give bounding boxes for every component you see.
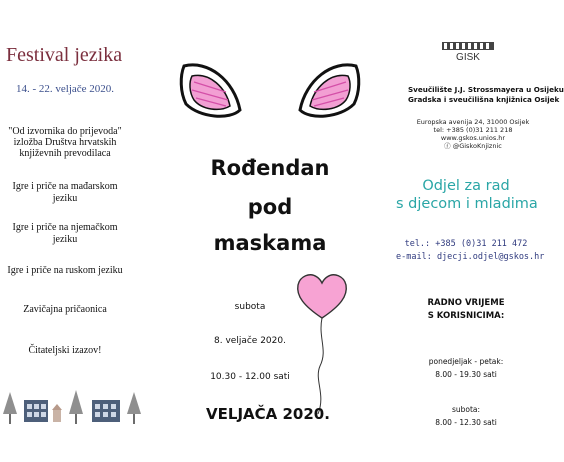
cat-ears-illustration [178, 58, 362, 124]
opening-hours-title-line: RADNO VRIJEME [427, 298, 505, 308]
program-item: Igre i priče na njemačkom jeziku [12, 222, 118, 245]
library-website: www.gskos.unios.hr [440, 134, 506, 142]
program-item: Igre i priče na ruskom jeziku [7, 265, 123, 276]
program-item: Čitateljski izazov! [28, 345, 102, 356]
library-phone: tel: +385 (0)31 211 218 [433, 126, 513, 134]
department-title-line: s djecom i mladima [396, 196, 538, 212]
saturday-hours-value: 8.00 - 12.30 sati [435, 418, 497, 427]
house-icon [24, 400, 48, 422]
saturday-hours [396, 403, 536, 429]
library-social-handle: @GiskoKnjiznic [452, 142, 502, 150]
opening-hours-title [396, 297, 536, 323]
left-ear-icon [181, 65, 240, 116]
exhibition-description-line: izložba Društva hrvatskih [13, 137, 117, 148]
weekday-hours-value: 8.00 - 19.30 sati [435, 370, 497, 379]
department-title-line: Odjel za rad [422, 178, 510, 194]
library-name [408, 85, 564, 105]
facebook-icon: ⓕ [444, 142, 451, 150]
tree-icon [127, 392, 141, 424]
tree-icon [3, 392, 17, 424]
department-title [396, 177, 536, 213]
tree-icon [69, 390, 83, 424]
event-title-line: pod [247, 195, 293, 219]
exhibition-title: "Od izvornika do prijevoda" [8, 126, 122, 137]
festival-title: Festival jezika [6, 44, 123, 66]
event-day: subota [234, 302, 266, 312]
library-address: Europska avenija 24, 31000 Osijek [416, 118, 530, 126]
weekday-hours [396, 355, 536, 381]
exhibition-description-line: književnih prevodilaca [19, 148, 111, 159]
opening-hours-title-line: S KORISNICIMA: [427, 311, 505, 321]
department-email: e-mail: djecji.odjel@gskos.hr [396, 252, 545, 262]
event-time: 10.30 - 12.00 sati [210, 372, 290, 382]
weekday-hours-label: ponedjeljak - petak: [428, 357, 504, 366]
house-icon [92, 400, 120, 422]
library-logo-text: GISK [456, 52, 480, 63]
program-item: Zavičajna pričaonica [23, 304, 107, 315]
event-date: 8. veljače 2020. [214, 336, 286, 346]
department-phone: tel.: +385 (0)31 211 472 [404, 239, 528, 249]
library-name-line: Gradska i sveučilišna knjižnica Osijek [408, 95, 560, 104]
event-title-line: maskama [213, 231, 327, 255]
library-social [408, 142, 538, 150]
event-title-line: Rođendan [210, 156, 330, 180]
library-logo [440, 40, 496, 64]
saturday-hours-label: subota: [451, 405, 481, 414]
village-illustration [0, 388, 150, 428]
event-month: VELJAČA 2020. [206, 405, 330, 423]
library-name-line: Sveučilište J.J. Strossmayera u Osijeku [408, 85, 564, 94]
program-item: Igre i priče na mađarskom jeziku [12, 181, 118, 204]
festival-dates: 14. - 22. veljače 2020. [15, 83, 115, 95]
right-ear-icon [300, 65, 359, 116]
small-house-icon [52, 404, 62, 422]
